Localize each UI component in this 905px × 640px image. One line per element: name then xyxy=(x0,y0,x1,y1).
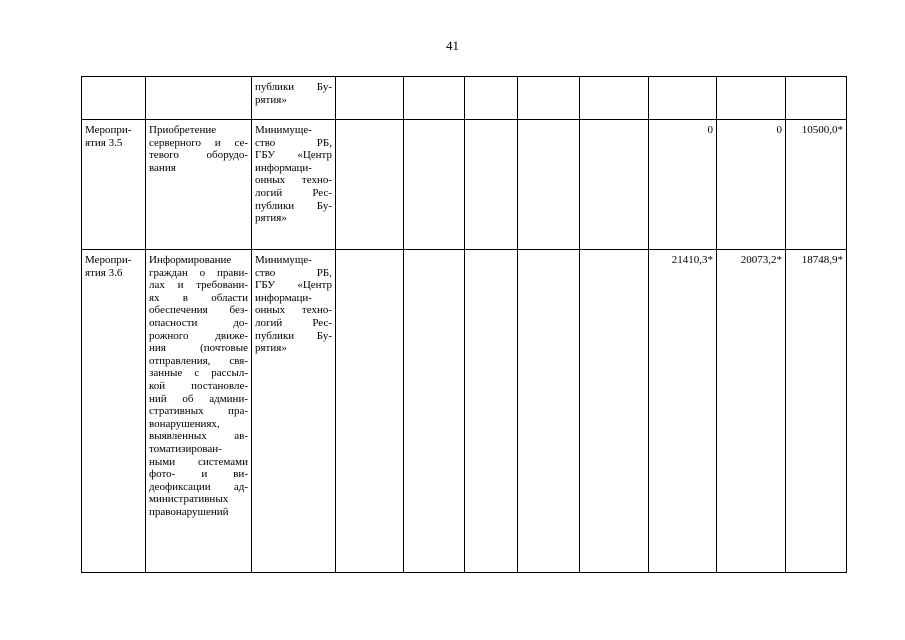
event-title-cell xyxy=(146,77,252,120)
cell-line: Минимуще- xyxy=(255,124,312,136)
cell-line: Информирование xyxy=(149,254,232,266)
event-number-cell xyxy=(82,250,146,573)
cell-line: ство РБ, xyxy=(255,266,332,279)
program-events-table xyxy=(81,76,847,573)
cell-line: публики Бу- xyxy=(255,199,332,212)
value-cell xyxy=(580,120,649,250)
cell-line: ГБУ «Центр xyxy=(255,149,332,162)
cell-line: кой постановле- xyxy=(149,379,248,392)
executor-cell xyxy=(252,77,336,120)
cell-line: министративных xyxy=(149,493,229,506)
executor-cell xyxy=(252,250,336,573)
cell-line: граждан о прави- xyxy=(149,266,248,279)
cell-line: томатизирован- xyxy=(149,442,222,455)
event-number-cell xyxy=(82,120,146,250)
cell-line: ях в области xyxy=(149,291,248,304)
cell-line: ний об админи- xyxy=(149,392,248,405)
cell-line: Минимуще- xyxy=(255,254,312,266)
event-title-cell xyxy=(146,120,252,250)
value-cell xyxy=(336,120,404,250)
value-cell xyxy=(717,77,786,120)
cell-line: публики Бу- xyxy=(255,329,332,342)
cell-line: правонарушений xyxy=(149,505,229,518)
value-cell xyxy=(649,77,717,120)
cell-line: тевого оборудо- xyxy=(149,149,248,162)
table-row xyxy=(82,120,847,250)
cell-line: рожного движе- xyxy=(149,329,248,342)
cell-line: Приобретение xyxy=(149,124,217,136)
cell-line: ния (почтовые xyxy=(149,342,248,355)
value-cell xyxy=(336,250,404,573)
cell-line: рятия» xyxy=(255,93,287,106)
cell-line: рятия» xyxy=(255,212,287,225)
value-cell xyxy=(465,77,518,120)
value-cell xyxy=(518,120,580,250)
value-cell xyxy=(404,250,465,573)
cell-line: рятия» xyxy=(255,342,287,355)
value-cell: 0 xyxy=(649,120,717,250)
cell-line: Меропри- xyxy=(85,124,132,136)
value-cell: 21410,3* xyxy=(649,250,717,573)
cell-line: публики Бу- xyxy=(255,81,332,93)
value-cell xyxy=(580,77,649,120)
cell-line: ными системами xyxy=(149,455,248,468)
cell-line: онных техно- xyxy=(255,174,332,187)
table-row xyxy=(82,77,847,120)
cell-line: ство РБ, xyxy=(255,136,332,149)
value-cell xyxy=(465,120,518,250)
value-cell: 20073,2* xyxy=(717,250,786,573)
value-cell xyxy=(404,120,465,250)
cell-line: вонарушениях, xyxy=(149,417,220,430)
value-cell xyxy=(786,77,847,120)
value-cell xyxy=(580,250,649,573)
cell-line: лах и требовани- xyxy=(149,279,248,292)
cell-line: стративных пра- xyxy=(149,405,248,418)
value-cell: 0 xyxy=(717,120,786,250)
table-row xyxy=(82,250,847,573)
cell-line: фото- и ви- xyxy=(149,468,248,481)
value-cell xyxy=(336,77,404,120)
cell-line: ятия 3.5 xyxy=(85,136,123,149)
cell-line: отправления, свя- xyxy=(149,354,248,367)
cell-line: деофиксации ад- xyxy=(149,480,248,493)
cell-line: выявленных ав- xyxy=(149,430,248,443)
value-cell: 10500,0* xyxy=(786,120,847,250)
cell-line: информаци- xyxy=(255,291,312,304)
cell-line: серверного и се- xyxy=(149,136,248,149)
event-title-cell xyxy=(146,250,252,573)
cell-line: информаци- xyxy=(255,161,312,174)
cell-line: логий Рес- xyxy=(255,316,332,329)
value-cell xyxy=(518,77,580,120)
cell-line: обеспечения без- xyxy=(149,304,248,317)
value-cell xyxy=(518,250,580,573)
value-cell: 18748,9* xyxy=(786,250,847,573)
cell-line: онных техно- xyxy=(255,304,332,317)
cell-line: ятия 3.6 xyxy=(85,266,123,279)
cell-line: вания xyxy=(149,161,176,174)
cell-line: логий Рес- xyxy=(255,186,332,199)
page-number: 41 xyxy=(446,38,459,53)
cell-line: опасности до- xyxy=(149,316,248,329)
value-cell xyxy=(404,77,465,120)
cell-line: Меропри- xyxy=(85,254,132,266)
cell-line: ГБУ «Центр xyxy=(255,279,332,292)
executor-cell xyxy=(252,120,336,250)
event-number-cell xyxy=(82,77,146,120)
value-cell xyxy=(465,250,518,573)
cell-line: занные с рассыл- xyxy=(149,367,248,380)
